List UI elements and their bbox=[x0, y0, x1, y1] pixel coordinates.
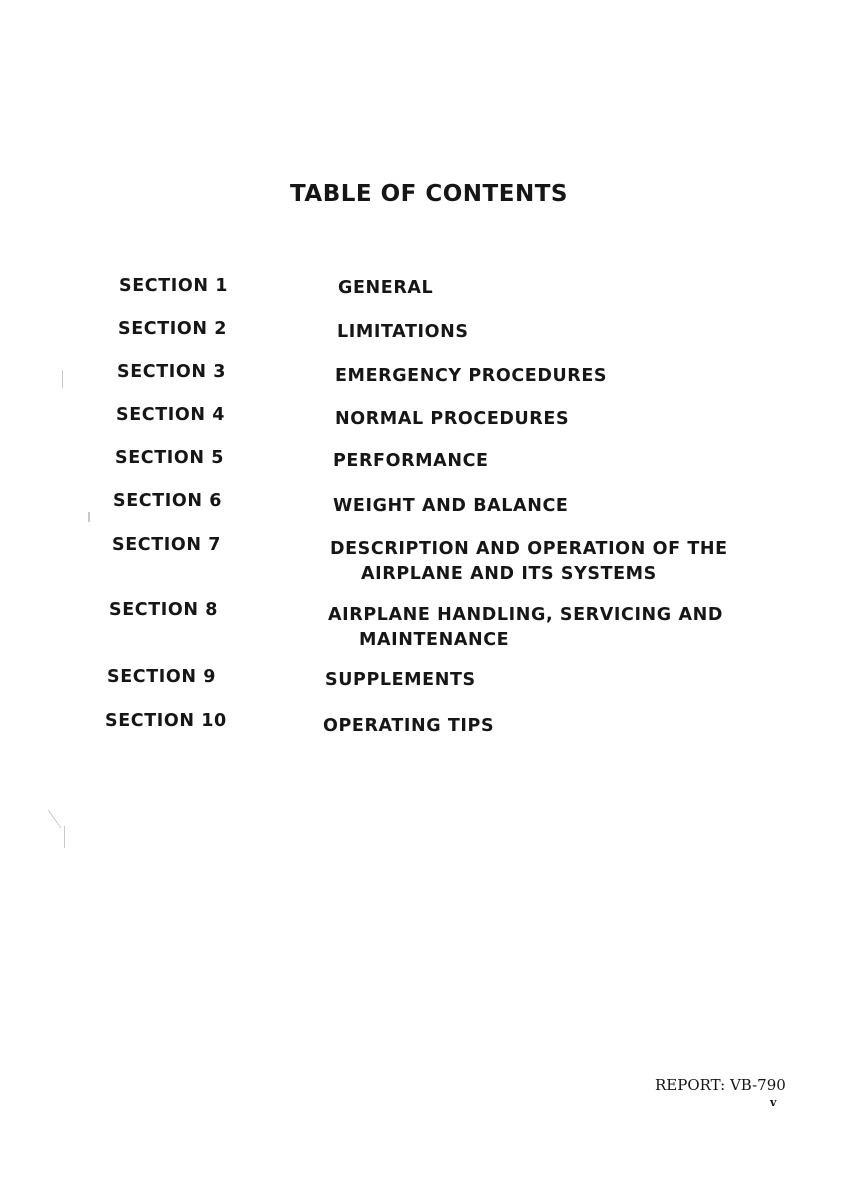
section-title bbox=[338, 276, 433, 301]
section-title bbox=[325, 668, 476, 693]
scan-mark bbox=[88, 512, 90, 522]
section-label: SECTION 9 bbox=[107, 667, 217, 687]
section-label: SECTION 8 bbox=[109, 600, 219, 620]
section-title bbox=[335, 407, 569, 432]
section-label: SECTION 3 bbox=[117, 362, 227, 382]
section-title-line: AIRPLANE AND ITS SYSTEMS bbox=[361, 564, 657, 584]
scan-mark bbox=[62, 370, 63, 388]
page-number: v bbox=[770, 1096, 777, 1109]
toc-row-section-7 bbox=[0, 535, 841, 595]
section-title-line: GENERAL bbox=[338, 278, 434, 298]
section-label: SECTION 2 bbox=[118, 319, 228, 339]
page-title: TABLE OF CONTENTS bbox=[290, 181, 568, 207]
section-label: SECTION 6 bbox=[113, 491, 223, 511]
section-title bbox=[330, 537, 728, 587]
section-title-line: LIMITATIONS bbox=[337, 322, 469, 342]
section-title-line: EMERGENCY PROCEDURES bbox=[335, 366, 608, 386]
section-title-line: SUPPLEMENTS bbox=[325, 670, 476, 690]
section-title bbox=[328, 603, 723, 653]
section-label: SECTION 4 bbox=[116, 405, 226, 425]
section-title bbox=[333, 494, 568, 519]
toc-row-section-8 bbox=[0, 600, 841, 660]
section-label: SECTION 7 bbox=[112, 535, 222, 555]
toc-row-section-10 bbox=[0, 711, 841, 771]
section-title-line: OPERATING TIPS bbox=[323, 716, 495, 736]
section-title-line: WEIGHT AND BALANCE bbox=[333, 496, 569, 516]
section-title-line: PERFORMANCE bbox=[333, 451, 489, 471]
section-label: SECTION 10 bbox=[105, 711, 227, 731]
section-title bbox=[335, 364, 607, 389]
section-label: SECTION 1 bbox=[119, 276, 229, 296]
section-title bbox=[323, 714, 494, 739]
scan-mark bbox=[64, 826, 65, 848]
section-title-line: AIRPLANE HANDLING, SERVICING AND bbox=[328, 605, 723, 625]
report-number: REPORT: VB-790 bbox=[655, 1076, 786, 1094]
section-title-line: DESCRIPTION AND OPERATION OF THE bbox=[330, 539, 728, 559]
section-title-line: MAINTENANCE bbox=[359, 630, 510, 650]
section-title-line: NORMAL PROCEDURES bbox=[335, 409, 570, 429]
section-title bbox=[333, 449, 489, 474]
scan-mark bbox=[48, 810, 61, 829]
section-label: SECTION 5 bbox=[115, 448, 225, 468]
section-title bbox=[337, 320, 469, 345]
